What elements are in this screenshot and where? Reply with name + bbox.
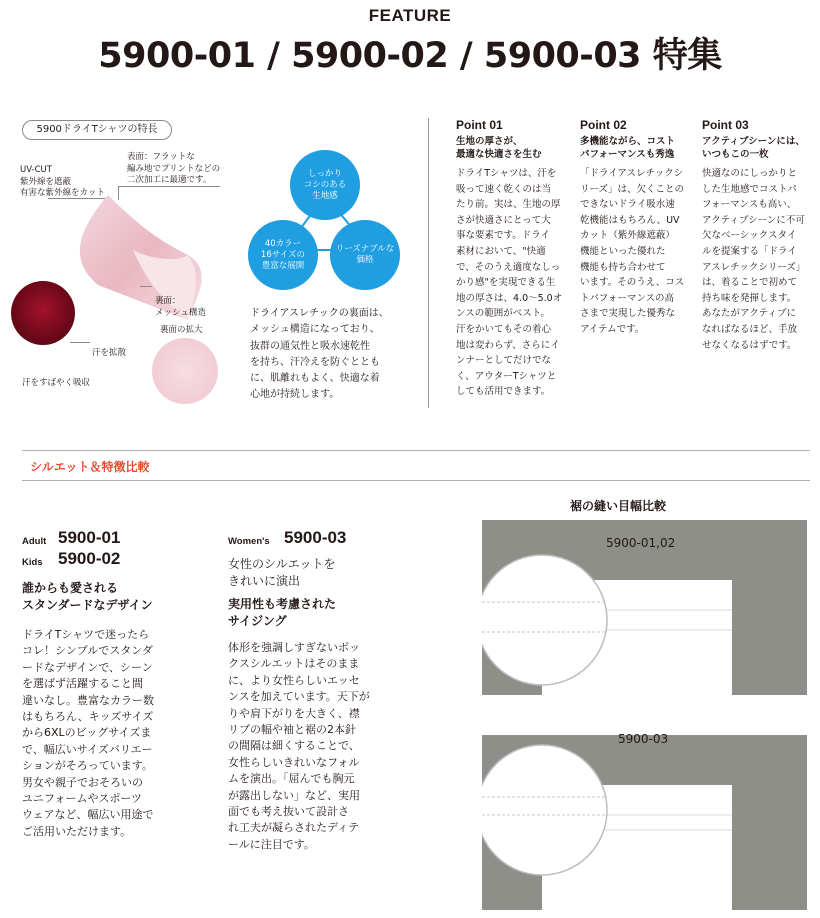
point-02-subtitle: 多機能ながら、コスト パフォーマンスも秀逸 <box>580 136 676 160</box>
section-heading: シルエット＆特徴比較 <box>30 460 150 474</box>
back-leader <box>140 286 152 287</box>
uvcut-label: UV-CUT 紫外線を遮蔽 有害な紫外線をカット <box>20 165 105 198</box>
mesh-closeup <box>152 338 218 404</box>
womens-body: 体形を強調しすぎないボッ クスシルエットはそのまま に、より女性らしいエッセ ンスを加えています。天下が りや肩下がりを大きく、襟 リブの幅や袖と裾の2本針 の間隔は細くすることで、 女性らしいきれいなフォル ムを演出。「屈んでも胸元 が露出しない」など、実用 面でも考え抜いて設計さ れ工夫が凝らされたディテ ールに注目です。 <box>228 641 370 851</box>
hem-photo-womens <box>482 735 807 910</box>
page-title: 5900-01 / 5900-02 / 5900-03 特集 <box>98 36 722 76</box>
kids-model: 5900-02 <box>58 549 121 568</box>
point-01-body: ドライTシャツは、汗を 吸って速く乾くのは当 たり前。実は、生地の厚 さが快適さにとって大 事な要素です。ドライ 素材において、"快適 で、そのうえ適度なしっ かり感"を実現できる生 地の厚さは、4.0〜5.0オ ンスの範囲がベスト。 汗をかいてもその着心 地は変わらず、さらにイ ンナーとしてだけでな く、アウターTシャツと しても活用できます。 <box>456 168 563 398</box>
feature-description: ドライアスレチックの裏面は、 メッシュ構造になっており、 抜群の通気性と吸水速乾性 を持ち、汗冷えを防ぐととも に、肌離れもよく、快適な着 心地が持続します。 <box>250 308 389 401</box>
back-label: 裏面： メッシュ構造 <box>155 296 206 318</box>
diffuse-label: 汗を拡散 <box>92 348 127 358</box>
venn-variation: 40カラー 16サイズの 豊富な展開 <box>248 220 318 290</box>
magnify-label: 裏面の拡大 <box>160 325 203 335</box>
point-01-title: Point 01 <box>456 118 503 132</box>
feature-pill: 5900ドライTシャツの特長 <box>22 120 172 140</box>
adult-body: ドライTシャツで迷ったら コレ！シンプルでスタンダ ードなデザインで、シーン を選ばず活躍すること間 違いなし。豊富なカラー数 はもちろん、キッズサイズ から6XLのビッグサイズま で、幅広いサイズバリエー ションがそろっています。 男女や親子でおそろいの ユニフォームやスポーツ ウェアなど、幅広い用途で ご活用いただけます。 <box>22 628 154 838</box>
adult-tag: Adult <box>22 536 47 547</box>
points-divider <box>428 118 429 408</box>
point-03-title: Point 03 <box>702 118 749 132</box>
point-03-subtitle: アクティブシーンには、 いつもこの一枚 <box>702 136 805 160</box>
diffuse-leader <box>70 342 90 343</box>
section-rule-top <box>22 450 810 451</box>
womens-model: 5900-03 <box>284 528 347 547</box>
hem-panel-womens <box>482 735 807 910</box>
venn-fabric: しっかり コシのある 生地感 <box>290 150 360 220</box>
hem-caption-standard: 5900-01,02 <box>606 536 676 550</box>
front-leader <box>118 186 220 187</box>
venn-price: リーズナブルな 価格 <box>330 220 400 290</box>
adult-heading: 誰からも愛される スタンダードなデザイン <box>22 581 153 612</box>
point-02-body: 「ドライアスレチックシ リーズ」は、欠くことの できないドライ吸水速 乾機能はもちろん、UV カット（紫外線遮蔽） 機能といった優れた 機能も持ち合わせて います。そのうえ、コス トパフォーマンスの高 さまで実現した優秀な アイテムです。 <box>580 168 685 335</box>
absorb-label: 汗をすばやく吸収 <box>22 378 91 388</box>
front-label: 表面：フラットな 編み地でプリントなどの 二次加工に最適です。 <box>127 152 221 185</box>
point-02-title: Point 02 <box>580 118 627 132</box>
womens-tag: Women's <box>228 536 270 547</box>
adult-model: 5900-01 <box>58 528 121 547</box>
womens-heading-2: 実用性も考慮された サイジング <box>228 597 337 628</box>
hem-caption-womens: 5900-03 <box>618 732 669 746</box>
point-01-subtitle: 生地の厚さが、 最適な快適さを生む <box>456 136 542 160</box>
section-rule-bottom <box>22 480 810 481</box>
sweat-closeup <box>10 280 76 346</box>
womens-heading-1: 女性のシルエットを きれいに演出 <box>228 557 336 588</box>
point-03-body: 快適なのにしっかりと した生地感でコストパ フォーマンスも高い、 アクティブシーンに不可 欠なベーシックスタイ ルを提案する「ドライ アスレチックシリーズ」 は、着ることで初めて 持ち味を発揮します。 あなたがアクティブに なればなるほど、手放 せなくなるはずです。 <box>702 168 806 351</box>
hem-title: 裾の縫い目幅比較 <box>570 499 667 513</box>
kids-tag: Kids <box>22 557 43 568</box>
kicker: FEATURE <box>368 6 452 25</box>
